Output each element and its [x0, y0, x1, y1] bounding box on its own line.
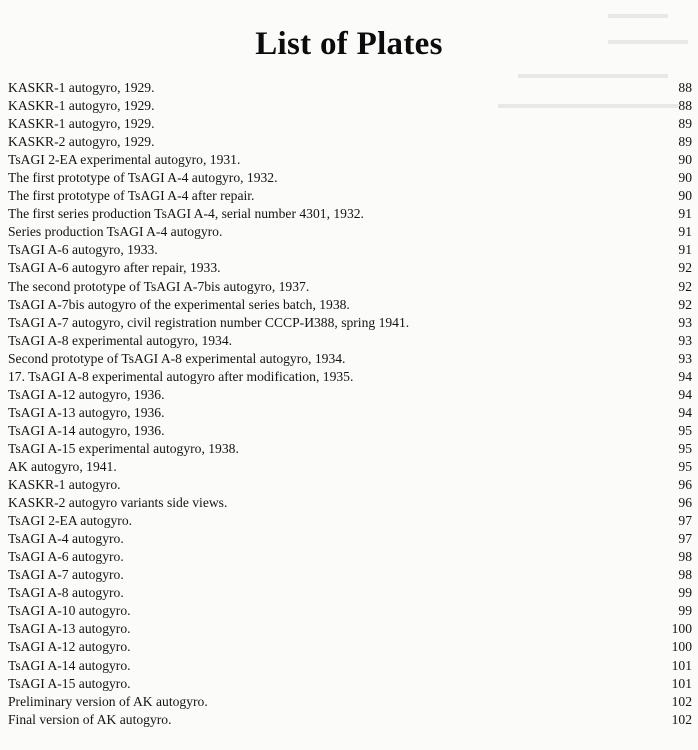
plate-caption: The second prototype of TsAGI A-7bis autogyro, 1937.: [8, 278, 310, 294]
list-item: [8, 278, 692, 296]
plate-caption: TsAGI A-7 autogyro.: [8, 567, 124, 583]
page-number: 91: [678, 242, 692, 258]
list-item: [8, 602, 692, 620]
list-item: [8, 494, 692, 512]
list-item: [8, 566, 692, 584]
page-number: 99: [678, 585, 692, 601]
plate-caption: Series production TsAGI A-4 autogyro.: [8, 224, 223, 240]
plate-caption: KASKR-1 autogyro, 1929.: [8, 116, 155, 132]
page-number: 98: [678, 567, 692, 583]
page-number: 94: [678, 386, 692, 402]
plate-caption: TsAGI A-6 autogyro, 1933.: [8, 242, 158, 258]
list-item: [8, 133, 692, 151]
page-number: 91: [678, 206, 692, 222]
list-item: [8, 458, 692, 476]
list-item: [8, 97, 692, 115]
list-item: [8, 711, 692, 729]
plate-caption: TsAGI A-12 autogyro, 1936.: [8, 386, 165, 402]
plate-caption: TsAGI A-7bis autogyro of the experimental series batch, 1938.: [8, 296, 350, 312]
list-item: [8, 259, 692, 277]
list-item: [8, 350, 692, 368]
page-number: 92: [678, 296, 692, 312]
plate-caption: KASKR-2 autogyro variants side views.: [8, 495, 228, 511]
list-item: [8, 512, 692, 530]
plate-caption: KASKR-1 autogyro, 1929.: [8, 98, 155, 114]
plate-caption: KASKR-1 autogyro, 1929.: [8, 80, 155, 95]
page-number: 97: [678, 531, 692, 547]
page-number: 89: [678, 134, 692, 150]
plate-caption: TsAGI A-7 autogyro, civil registration number СССР-И388, spring 1941.: [8, 314, 410, 330]
plate-caption: TsAGI A-15 experimental autogyro, 1938.: [8, 440, 239, 456]
list-item: [8, 422, 692, 440]
list-item: [8, 548, 692, 566]
list-item: [8, 404, 692, 422]
page-number: 92: [678, 278, 692, 294]
list-item: [8, 169, 692, 187]
page-title: List of Plates: [255, 26, 443, 63]
page-number: 99: [678, 603, 692, 619]
plate-caption: TsAGI A-13 autogyro.: [8, 621, 131, 637]
page-number: 98: [678, 549, 692, 565]
page-number: 93: [678, 314, 692, 330]
page-number: 90: [678, 170, 692, 186]
plate-caption: The first prototype of TsAGI A-4 after repair.: [8, 188, 255, 204]
plate-caption: TsAGI A-10 autogyro.: [8, 603, 131, 619]
list-item: [8, 693, 692, 711]
plate-caption: TsAGI A-13 autogyro, 1936.: [8, 404, 165, 420]
list-item: [8, 620, 692, 638]
plate-caption: TsAGI A-12 autogyro.: [8, 639, 131, 655]
list-item: [8, 296, 692, 314]
list-item: [8, 530, 692, 548]
plate-caption: TsAGI 2-EA autogyro.: [8, 513, 133, 529]
plate-caption: The first series production TsAGI A-4, serial number 4301, 1932.: [8, 206, 364, 222]
page-number: 95: [678, 458, 692, 474]
list-item: [8, 205, 692, 223]
list-item: [8, 657, 692, 675]
page-number: 100: [671, 639, 692, 655]
page-number: 90: [678, 152, 692, 168]
list-item: [8, 332, 692, 350]
plate-caption: TsAGI A-8 autogyro.: [8, 585, 124, 601]
list-item: [8, 476, 692, 494]
page-number: 96: [678, 477, 692, 493]
plate-caption: TsAGI A-6 autogyro after repair, 1933.: [8, 260, 221, 276]
list-item: [8, 241, 692, 259]
plate-caption: Final version of AK autogyro.: [8, 711, 172, 727]
page-number: 96: [678, 495, 692, 511]
plate-caption: KASKR-2 autogyro, 1929.: [8, 134, 155, 150]
plate-caption: AK autogyro, 1941.: [8, 458, 117, 474]
plate-caption: KASKR-1 autogyro.: [8, 477, 121, 493]
plate-caption: TsAGI A-8 experimental autogyro, 1934.: [8, 332, 233, 348]
page-number: 89: [678, 116, 692, 132]
page-number: 102: [671, 711, 692, 727]
page-number: 93: [678, 350, 692, 366]
plate-caption: TsAGI A-15 autogyro.: [8, 675, 131, 691]
list-item: [8, 223, 692, 241]
list-item: [8, 386, 692, 404]
plate-caption: TsAGI A-6 autogyro.: [8, 549, 124, 565]
page-number: 93: [678, 332, 692, 348]
list-item: [8, 151, 692, 169]
page-number: 95: [678, 440, 692, 456]
list-item: [8, 314, 692, 332]
page-number: 95: [678, 422, 692, 438]
list-item: [8, 675, 692, 693]
page-number: 88: [678, 98, 692, 114]
plate-caption: Preliminary version of AK autogyro.: [8, 693, 208, 709]
page-number: 90: [678, 188, 692, 204]
page-number: 100: [671, 621, 692, 637]
plate-caption: TsAGI A-4 autogyro.: [8, 531, 124, 547]
plate-caption: Second prototype of TsAGI A-8 experimental autogyro, 1934.: [8, 350, 346, 366]
page-number: 88: [678, 80, 692, 95]
list-item: [8, 638, 692, 656]
list-item: [8, 115, 692, 133]
page-number: 102: [671, 693, 692, 709]
page-number: 101: [671, 675, 692, 691]
plates-list: [8, 79, 692, 729]
list-item: [8, 79, 692, 97]
plate-caption: TsAGI 2-EA experimental autogyro, 1931.: [8, 152, 241, 168]
page-number: 94: [678, 404, 692, 420]
page-number: 97: [678, 513, 692, 529]
plate-caption: TsAGI A-14 autogyro.: [8, 657, 131, 673]
page-number: 91: [678, 224, 692, 240]
plate-caption: 17. TsAGI A-8 experimental autogyro after modification, 1935.: [8, 368, 354, 384]
list-item: [8, 584, 692, 602]
plate-caption: The first prototype of TsAGI A-4 autogyro, 1932.: [8, 170, 278, 186]
list-item: [8, 440, 692, 458]
page-number: 94: [678, 368, 692, 384]
plate-caption: TsAGI A-14 autogyro, 1936.: [8, 422, 165, 438]
list-item: [8, 187, 692, 205]
page-number: 92: [678, 260, 692, 276]
list-item: [8, 368, 692, 386]
page-number: 101: [671, 657, 692, 673]
